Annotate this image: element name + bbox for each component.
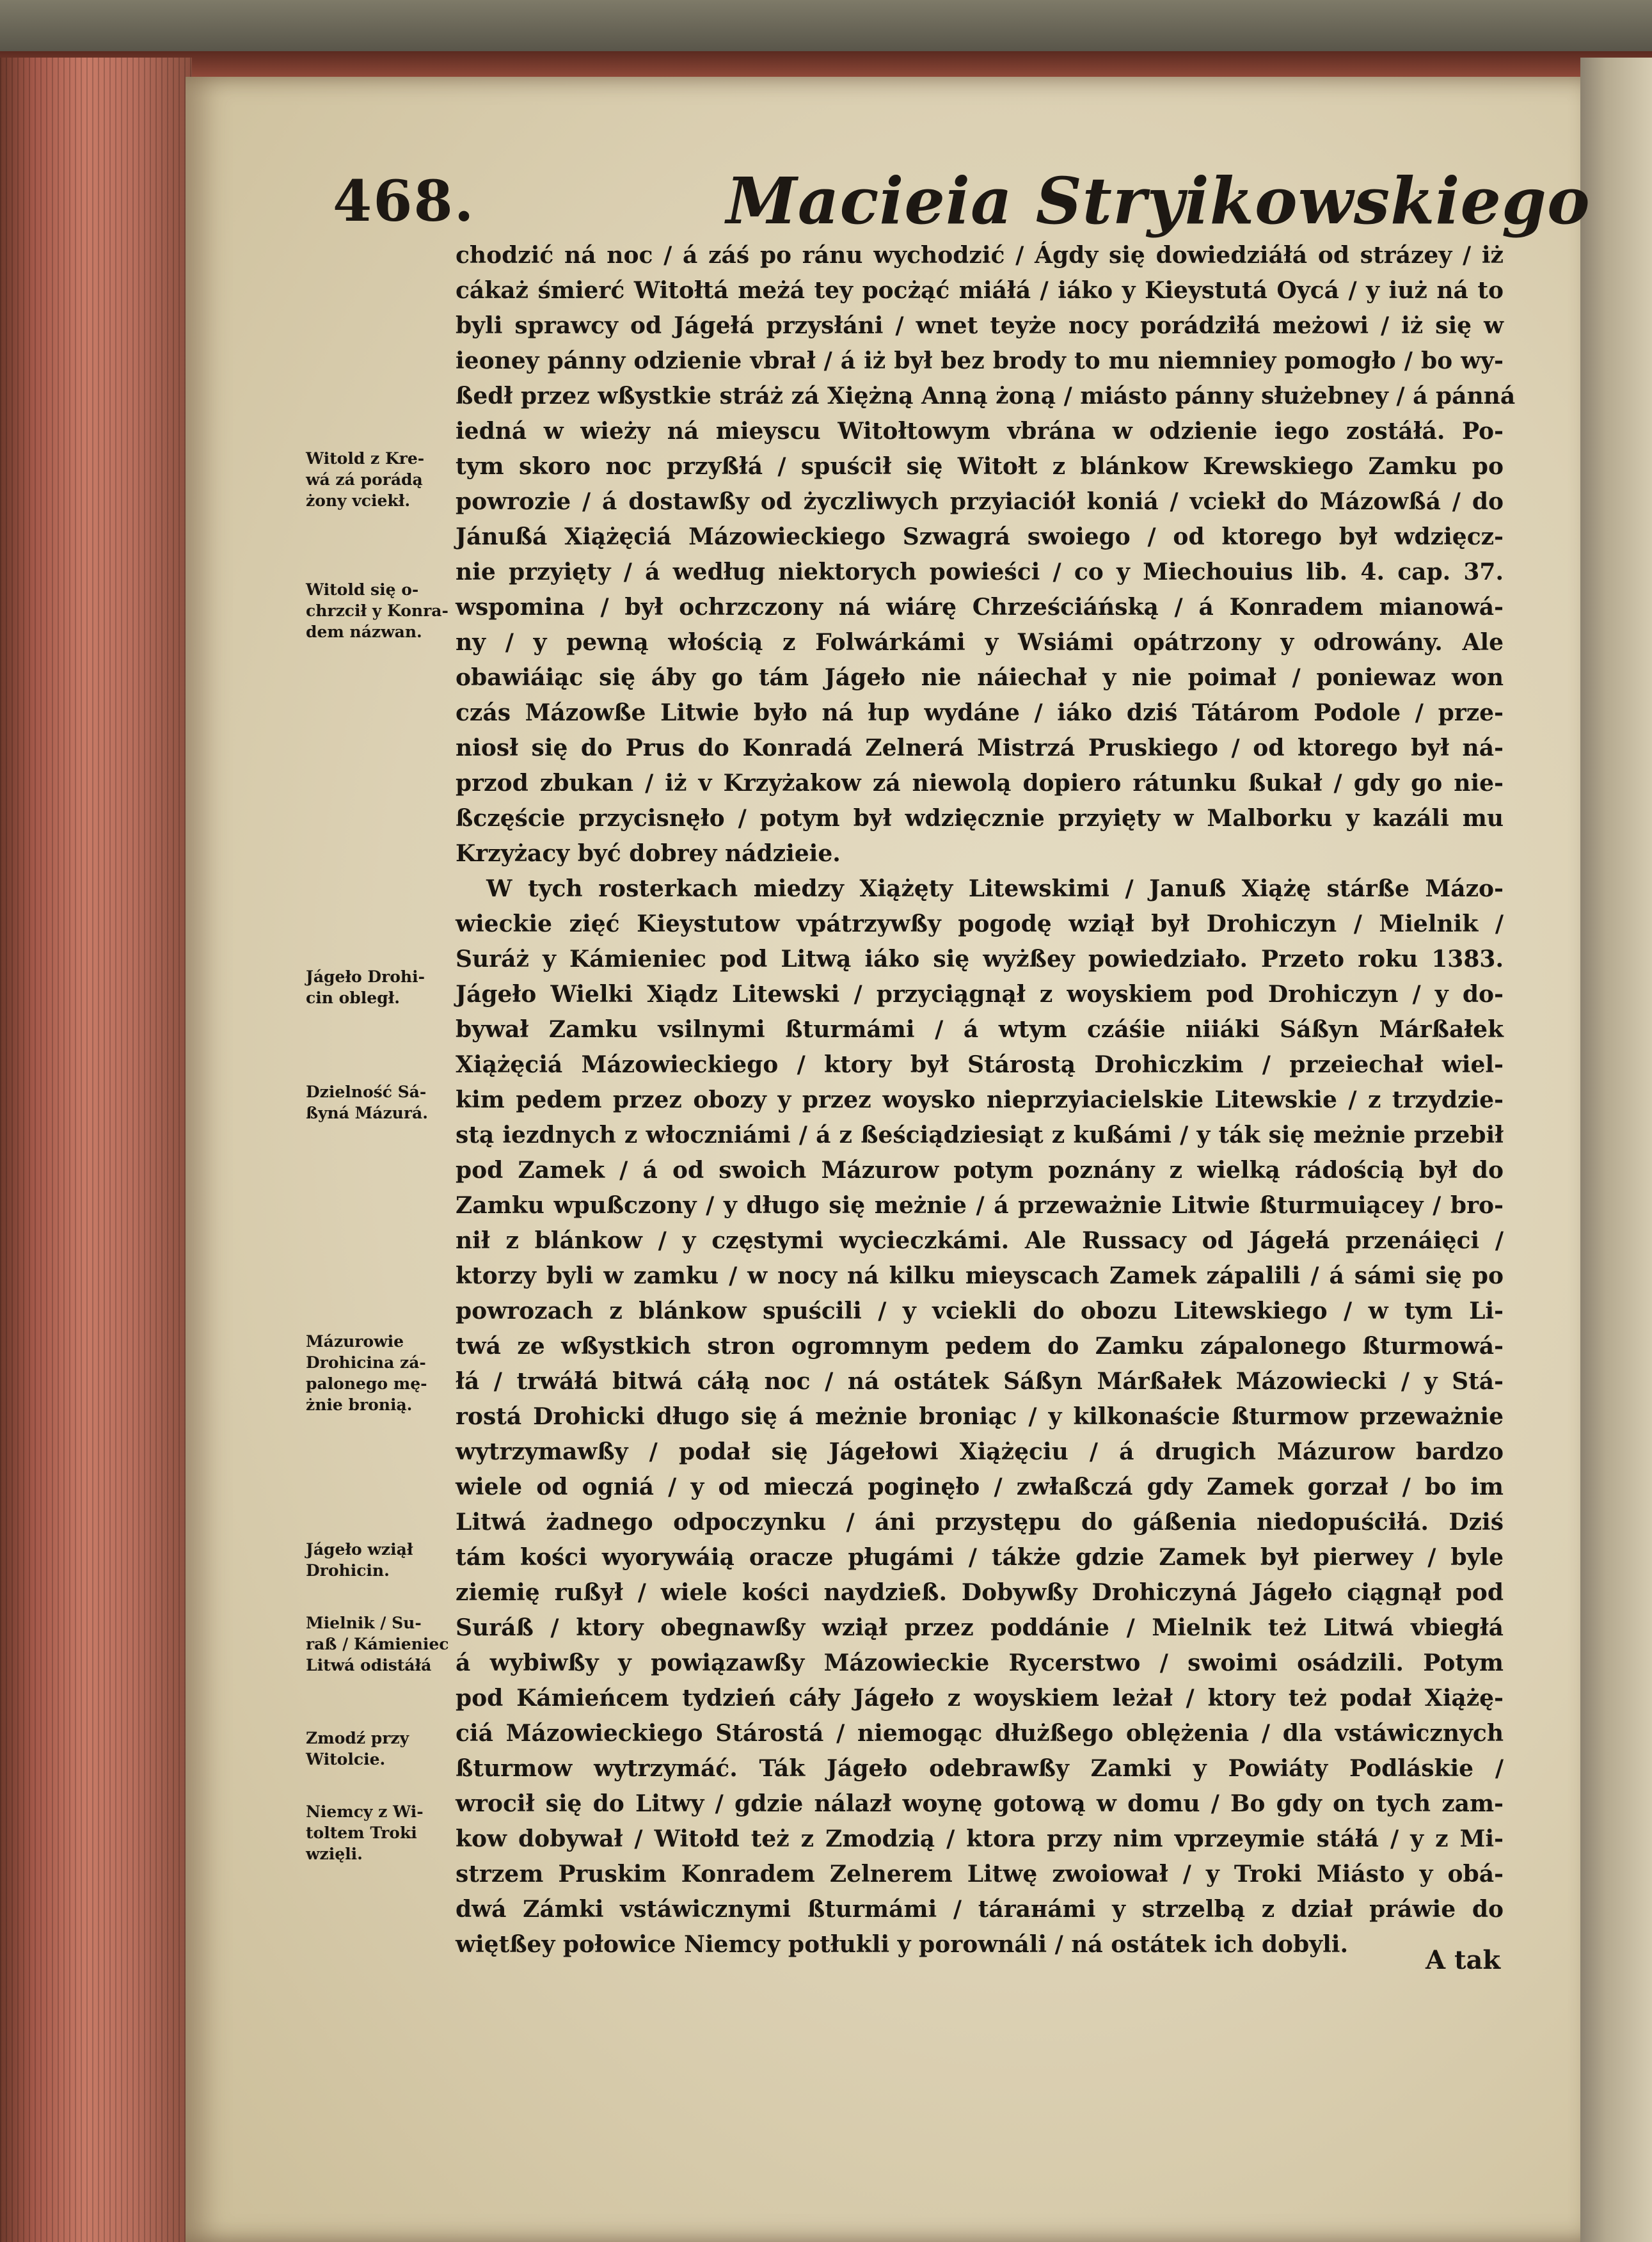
body-line: ßturmow wytrzymáć. Ták Jágeło odebrawßy Zamki y Powiáty Podláskie / [456, 1755, 1504, 1782]
body-line: Jágeło Wielki Xiądz Litewski / przyciągnął z woyskiem pod Drohiczyn / y do- [456, 981, 1504, 1008]
body-line: ßedł przez wßystkie stráż zá Xiężną Anną żoną / miásto pánny służebney / á pánná [456, 383, 1516, 409]
body-line: byli sprawcy od Jágełá przysłáni / wnet teyże nocy porádziłá meżowi / iż się w [456, 312, 1504, 339]
body-line: wytrzymawßy / podał się Jágełowi Xiążęciu / á drugich Mázurow bardzo [456, 1438, 1504, 1465]
body-line: rostá Drohicki długo się á meżnie broniąc / y kilkonaście ßturmow przeważnie [456, 1403, 1504, 1430]
body-line: pod Kámieńcem tydzień cáły Jágeło z woyskiem leżał / ktory też podał Xiążę- [456, 1685, 1504, 1712]
body-line: nił z blánkow / y częstymi wycieczkámi. Ale Russacy od Jágełá przenáięci / [456, 1227, 1504, 1254]
body-line: wrocił się do Litwy / gdzie nálazł woynę gotową w domu / Bo gdy on tych zam- [456, 1790, 1504, 1817]
marginal-note: Witold z Kre- wá zá porádą żony vciekł. [306, 449, 425, 510]
marginal-note: Jágeło Drohi- cin obległ. [306, 967, 425, 1007]
body-line: wieckie zięć Kieystutow vpátrzywßy pogodę wziął był Drohiczyn / Mielnik / [456, 910, 1504, 937]
body-line: pod Zamek / á od swoich Mázurow potym poznány z wielką rádością był do [456, 1157, 1504, 1184]
body-line: ciá Mázowieckiego Stárostá / niemogąc dłużßego oblężenia / dla vstáwicznych [456, 1720, 1504, 1747]
body-line: ieoney pánny odzienie vbrał / á iż był bez brody to mu niemniey pomogło / bo wy- [456, 347, 1504, 374]
body-line: Suráß / ktory obegnawßy wziął przez poddánie / Mielnik też Litwá vbiegłá [456, 1614, 1504, 1641]
body-line: czás Mázowße Litwie było ná łup wydáne / iáko dziś Tátárom Podole / prze- [456, 699, 1504, 726]
body-line: ziemię rußył / wiele kości naydzieß. Dobywßy Drohiczyná Jágeło ciągnął pod [456, 1579, 1504, 1606]
running-head: Macieia Stryikowskiego [726, 163, 1591, 239]
body-line: niosł się do Prus do Konradá Zelnerá Mistrzá Pruskiego / od ktorego był ná- [456, 735, 1504, 761]
page-number: 468. [333, 168, 475, 234]
body-line: łá / trwáłá bitwá cáłą noc / ná ostátek Sáßyn Márßałek Mázowiecki / y Stá- [456, 1368, 1504, 1395]
body-line: Litwá żadnego odpoczynku / áni przystępu do gáßenia niedopuściłá. Dziś [456, 1509, 1504, 1536]
body-line: bywał Zamku vsilnymi ßturmámi / á wtym czáśie niiáki Sáßyn Márßałek [456, 1016, 1504, 1043]
book-top-edge [0, 51, 1652, 77]
body-line: powrozach z blánkow spuścili / y vciekli do obozu Litewskiego / w tym Li- [456, 1298, 1504, 1324]
body-line: ktorzy byli w zamku / w nocy ná kilku mieyscach Zamek zápalili / á sámi się po [456, 1262, 1504, 1289]
body-line: twá ze wßystkich stron ogromnym pedem do Zamku zápalonego ßturmowá- [456, 1333, 1504, 1360]
body-line: Suráż y Kámieniec pod Litwą iáko się wyżßey powiedziało. Przeto roku 1383. [456, 946, 1504, 973]
body-line: kim pedem przez obozy y przez woysko nieprzyiacielskie Litewskie / z trzydzie- [456, 1086, 1504, 1113]
body-line: cákaż śmierć Witołtá meżá tey pocżąć miáłá / iáko y Kieystutá Oycá / y iuż ná to [456, 277, 1504, 304]
catchword: A tak [1426, 1945, 1501, 1975]
body-line: wspomina / był ochrzczony ná wiárę Chrześciáńską / á Konradem mianowá- [456, 594, 1504, 621]
body-line: więtßey połowice Niemcy potłukli y porownáli / ná ostátek ich dobyli. [456, 1931, 1348, 1958]
body-line: strzem Pruskim Konradem Zelnerem Litwę zwoiował / y Troki Miásto y obá- [456, 1861, 1504, 1888]
body-line: wiele od ogniá / y od mieczá poginęło / zwłaßczá gdy Zamek gorzał / bo im [456, 1474, 1504, 1500]
body-line: ßczęście przycisnęło / potym był wdzięcznie przyięty w Malborku y kazáli mu [456, 805, 1504, 832]
marginal-note: Niemcy z Wi- toltem Troki wzięli. [306, 1802, 424, 1863]
body-line: Zamku wpußczony / y długo się meżnie / á przeważnie Litwie ßturmuiącey / bro- [456, 1192, 1504, 1219]
marginal-note: Jágeło wziął Drohicin. [306, 1540, 413, 1580]
body-line: nie przyięty / á według niektorych powieści / co y Miechouius lib. 4. cap. 37. [456, 559, 1504, 585]
body-line: á wybiwßy y powiązawßy Mázowieckie Rycerstwo / swoimi osádzili. Potym [456, 1650, 1504, 1676]
body-line: tám kości wyorywáią oracze pługámi / tákże gdzie Zamek był pierwey / byle [456, 1544, 1504, 1571]
body-line: ny / y pewną włością z Folwárkámi y Wsiámi opátrzony y odrowány. Ale [456, 629, 1504, 656]
marginal-note: Dzielność Sá- ßyná Mázurá. [306, 1083, 428, 1122]
body-line: chodzić ná noc / á záś po ránu wychodzić / Ágdy się dowiedziáłá od strázey / iż [456, 242, 1504, 269]
book-gutter [1580, 58, 1652, 2242]
body-line: iedná w wieży ná mieyscu Witołtowym vbrána w odzienie iego zostáłá. Po- [456, 418, 1504, 445]
body-line: stą iezdnych z włoczniámi / á z ßeściądziesiąt z kußámi / y ták się meżnie przebił [456, 1122, 1504, 1149]
body-line: przod zbukan / iż v Krzyżakow zá niewolą dopiero rátunku ßukał / gdy go nie- [456, 770, 1504, 797]
body-line: powrozie / á dostawßy od życzliwych przyiaciół koniá / vciekł do Mázowßá / do [456, 488, 1504, 515]
body-line: Jánußá Xiążęciá Mázowieckiego Szwagrá swoiego / od ktorego był wdzięcz- [456, 523, 1504, 550]
body-line: W tych rosterkach miedzy Xiążęty Litewskimi / Januß Xiążę stárße Mázo- [486, 875, 1504, 902]
body-line: tym skoro noc przyßłá / spuścił się Witołt z blánkow Krewskiego Zamku po [456, 453, 1504, 480]
body-line: Krzyżacy być dobrey nádzieie. [456, 840, 841, 867]
marginal-note: Mielnik / Su- raß / Kámieniec Litwá odistáłá [306, 1614, 449, 1674]
marginal-note: Mázurowie Drohicina zá- palonego mę- żnie bronią. [306, 1332, 427, 1414]
marginal-note: Zmodź przy Witolcie. [306, 1729, 409, 1769]
book-page-edges [0, 58, 192, 2242]
body-line: dwá Zámki vstáwicznymi ßturmámi / tárанámi y strzelbą z dział práwie do [456, 1896, 1504, 1923]
body-line: obawiáiąc się áby go tám Jágeło nie náiechał y nie poimał / poniewaz won [456, 664, 1504, 691]
marginal-note: Witold się o- chrzcił y Konra- dem názwan. [306, 580, 449, 641]
body-line: Xiążęciá Mázowieckiego / ktory był Stárostą Drohiczkim / przeiechał wiel- [456, 1051, 1504, 1078]
body-line: kow dobywał / Witołd też z Zmodzią / ktora przy nim vprzeymie stáłá / y z Mi- [456, 1825, 1504, 1852]
